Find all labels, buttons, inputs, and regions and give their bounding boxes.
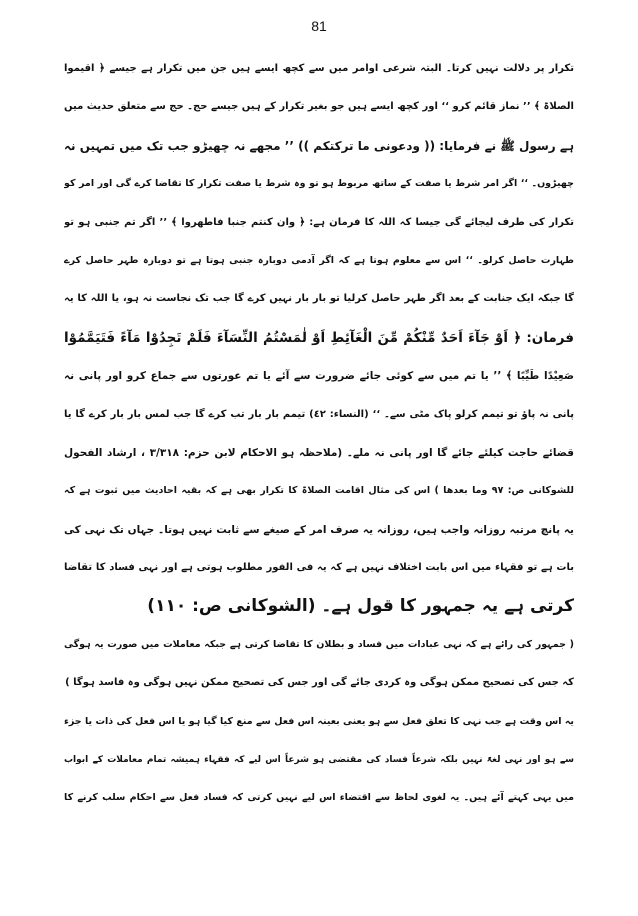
text-line-18: یہ اس وقت ہے جب نہی کا تعلق فعل سے ہو یعنی بعینہ اس فعل سے منع کیا گیا ہو یا اس فعل کی ذات یا جزء — [64, 715, 574, 727]
text-line-6: طہارت حاصل کرلو۔ ‘‘ اس سے معلوم ہوتا ہے کہ اگر آدمی دوبارہ جنبی ہوتا ہے تو دوبارہ طہر حاصل کرے — [64, 254, 574, 266]
body-text — [64, 50, 574, 818]
text-line-2: الصلاۃ ﴾ ’’ نماز قائم کرو ‘‘ اور کچھ ایسے ہیں جو بغیر تکرار کے ہیں جیسے حج۔ حج سے متعلق حدیث میں — [64, 101, 574, 113]
text-line-16: ( جمہور کی رائے ہے کہ نہی عبادات میں فساد و بطلان کا تقاضا کرتی ہے جبکہ معاملات میں صورت یہ ہوگی — [64, 638, 574, 650]
text-line-5: تکرار کی طرف لیجائے گی جیسا کہ اللہ کا فرمان ہے: ﴿ وان کنتم جنبا فاطهروا ﴾ ’’ اگر تم جنبی ہو تو — [64, 216, 574, 228]
text-line-3: ہے رسول ﷺ نے فرمایا: (( ودعونی ما ترکتکم )) ’’ مجھے نہ چھیڑو جب تک میں تمہیں نہ — [64, 138, 574, 153]
page-number: 81 — [311, 18, 327, 34]
text-line-12: للشوکانی ص: ٩٧ وما بعدها ) اس کی مثال اقامت الصلاۃ کا تکرار بھی ہے کہ بقیہ احادیث میں ثبوت ہے کہ — [64, 485, 574, 497]
text-line-11: قضائے حاجت کیلئے جائے گا اور پانی نہ ملے۔ (ملاحظہ ہو الاحکام لابن حزم: ٣/٣١٨ ، ارشاد الفحول — [64, 446, 574, 459]
text-line-7: گا جبکہ ایک جنابت کے بعد اگر طہر حاصل کرلیا تو بار بار نہیں کرے گا جب تک نجاست نہ ہو، یا اللہ کا یہ — [64, 293, 574, 305]
text-line-8: فرمان: ﴿ اَوْ جَآءَ اَحَدٌ مِّنْكُمْ مِّنَ الْغَآئِطِ اَوْ لٰمَسْتُمُ النِّسَآءَ فَلَمْ تَجِدُوْا مَآءً فَتَيَمَّمُوْا — [64, 329, 574, 346]
text-line-14: بات ہے تو فقہاء میں اس بابت اختلاف نہیں ہے کہ یہ فی الفور مطلوب ہوتی ہے اور نہی فساد کا تقاضا — [64, 562, 574, 574]
text-line-17: کہ جس کی تصحیح ممکن ہوگی وہ کردی جائے گی اور جس کی تصحیح ممکن نہیں ہوگی وہ فاسد ہوگا ) — [65, 677, 574, 689]
text-line-9: صَعِيْدًا طَيِّبًا ﴾ ’’ یا تم میں سے کوئی جائے ضرورت سے آئے یا تم عورتوں سے جماع کرو اور پانی نہ — [64, 370, 574, 383]
text-line-15: کرتی ہے یہ جمہور کا قول ہے۔ (الشوکانی ص: ١١٠) — [147, 596, 574, 617]
text-line-19: سے ہو اور نہی لغۃً نہیں بلکہ شرعاً فساد کی مقتضی ہو شرعاً اس لیے کہ فقہاء ہمیشہ تمام معاملات کے ابواب — [64, 755, 574, 766]
text-line-10: پانی نہ پاؤ تو تیمم کرلو پاک مٹی سے۔ ‘‘ (النساء: ٤٢) تیمم بار بار تب کرے گا جب لمس بار بار کرے گا یا — [64, 408, 574, 420]
text-line-13: یہ پانچ مرتبہ روزانہ واجب ہیں، روزانہ یہ صرف امر کے صیغے سے ثابت نہیں ہوتا۔ جہاں تک نہی کی — [64, 523, 574, 536]
text-line-4: چھیڑوں۔ ‘‘ اگر امر شرط یا صفت کے ساتھ مربوط ہو تو وہ شرط یا صفت تکرار کا تقاضا کرے گی اور امر کو — [64, 178, 574, 190]
text-line-1: تکرار پر دلالت نہیں کرتا۔ البتہ شرعی اوامر میں سے کچھ ایسے ہیں جن میں تکرار ہے جیسے ﴿ اقیموا — [64, 63, 574, 74]
text-line-20: میں یہی کہتے آئے ہیں۔ یہ لغوی لحاظ سے اقتضاء اس لیے نہیں کرتی کہ فساد فعل سے احکام سلب کرنے کا — [64, 792, 574, 804]
